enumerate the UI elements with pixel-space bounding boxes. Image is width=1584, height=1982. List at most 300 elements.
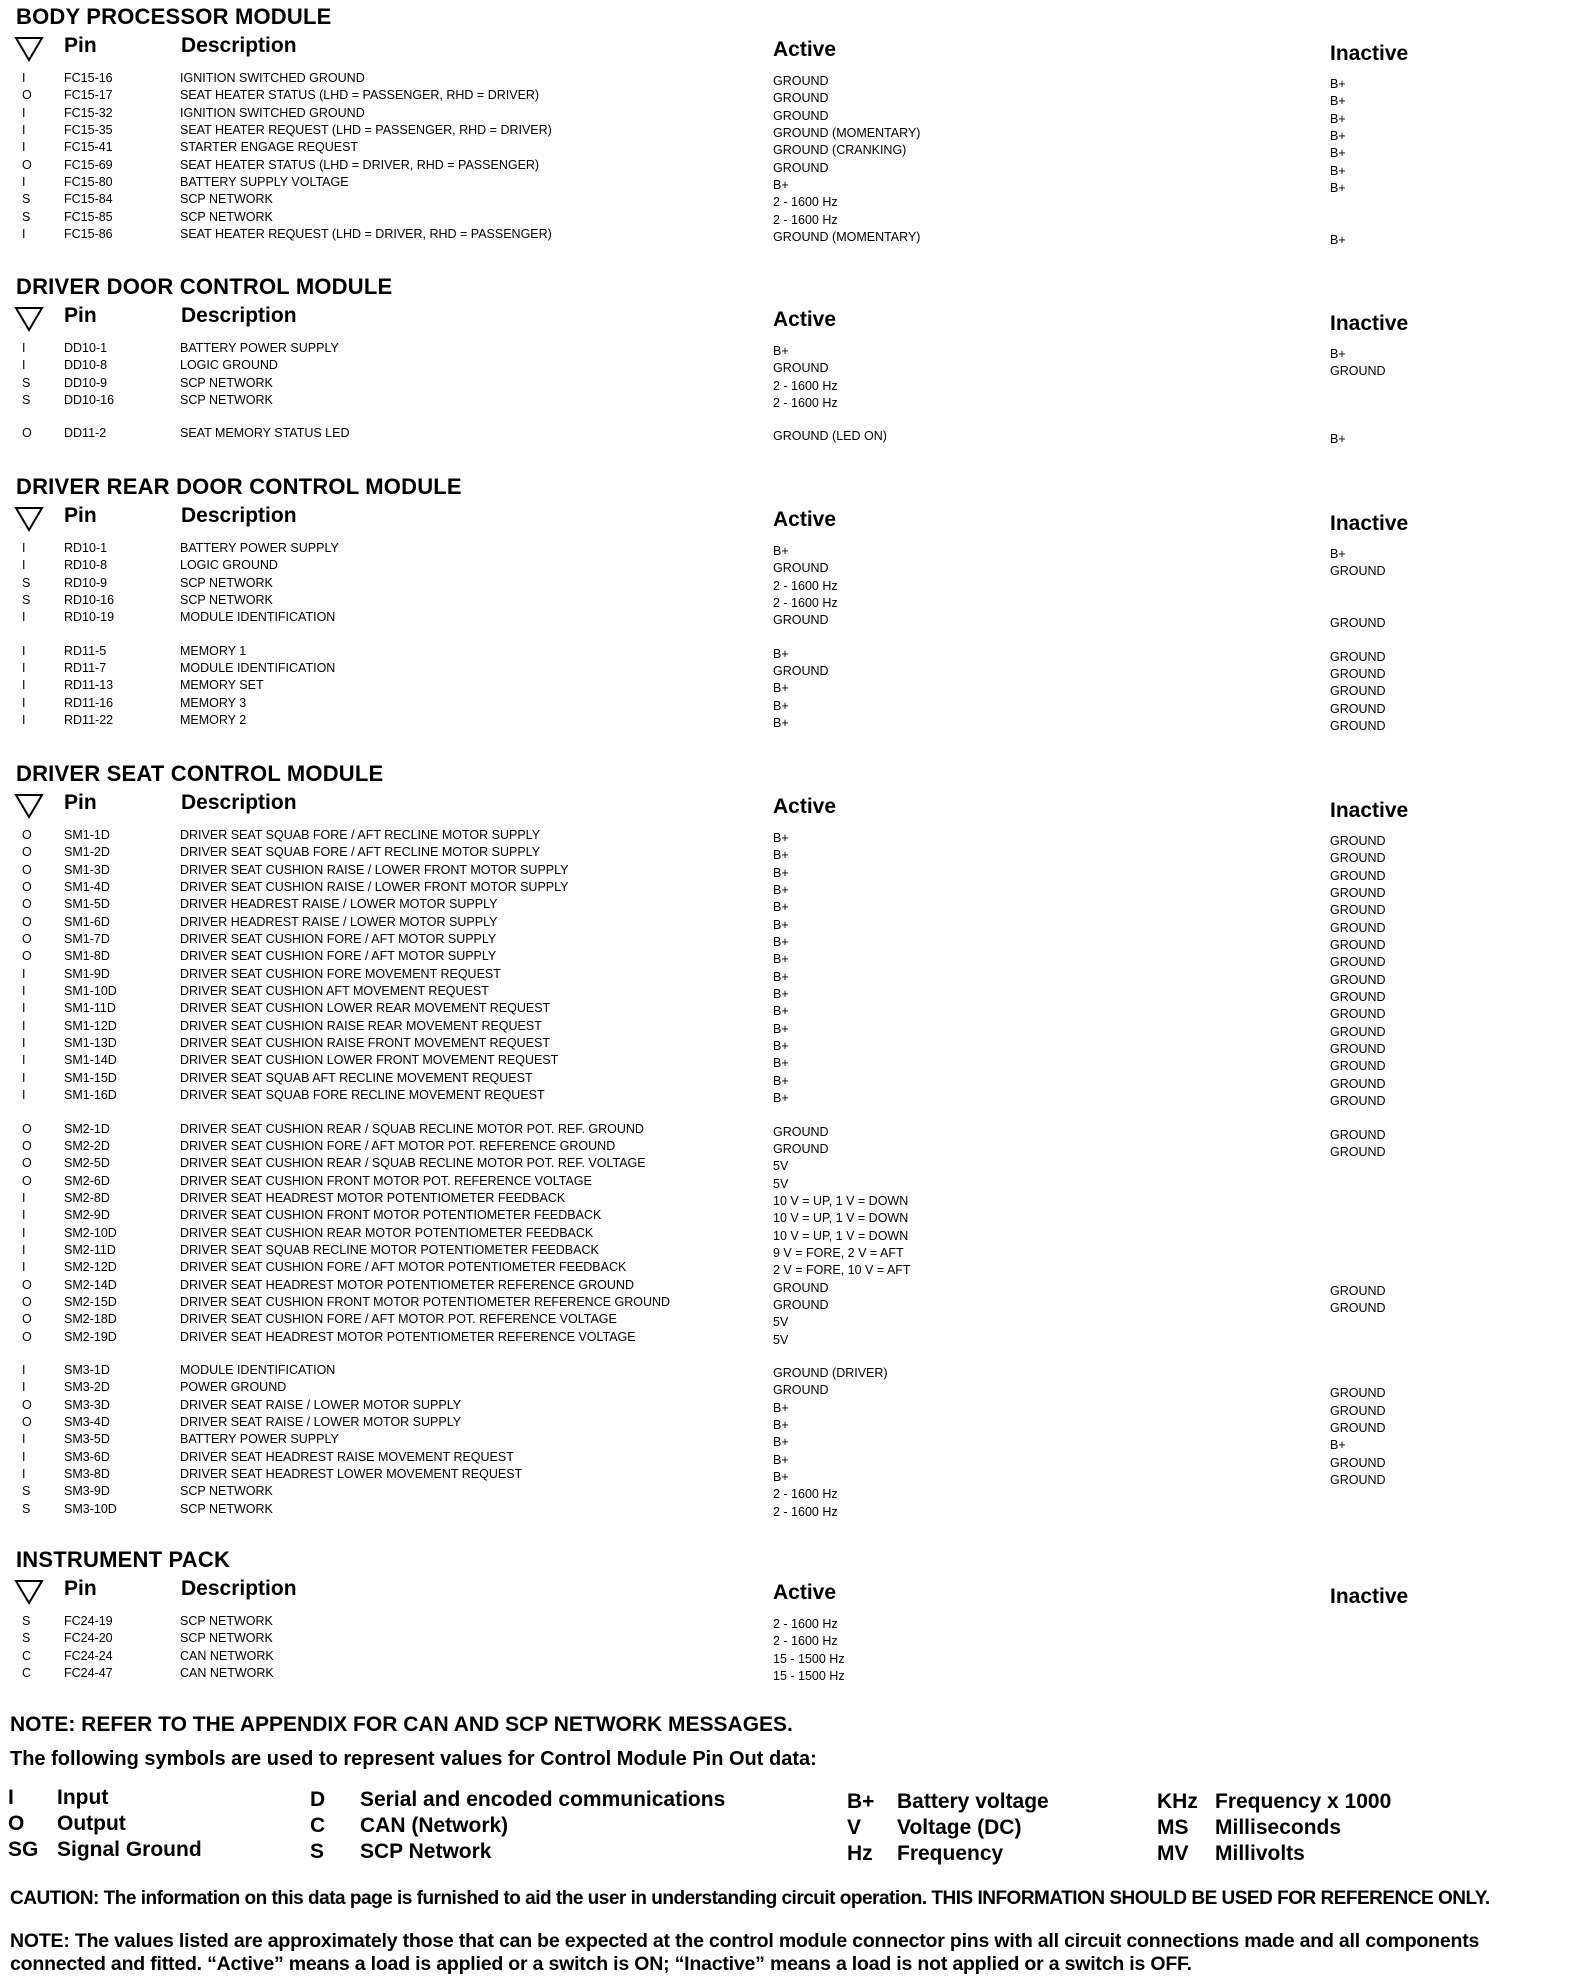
table-row: [0, 1000, 1584, 1022]
inactive-value: GROUND: [1330, 1473, 1386, 1488]
inactive-value: GROUND: [1330, 1386, 1386, 1401]
pin-type-code: S: [22, 593, 31, 608]
pin-type-code: S: [22, 1484, 31, 1499]
pin-description: MEMORY SET: [180, 678, 264, 693]
pin-description: DRIVER SEAT CUSHION FORE / AFT MOTOR SUPPLY: [180, 949, 497, 964]
pin-id: SM3-9D: [64, 1484, 110, 1499]
table-row: [0, 122, 1584, 144]
pin-type-code: I: [22, 661, 26, 676]
pin-id: DD10-9: [64, 375, 108, 390]
inactive-value: B+: [1330, 77, 1346, 91]
active-value: B+: [773, 544, 789, 558]
legend-label: Battery voltage: [897, 1790, 1049, 1813]
active-value: 5V: [773, 1176, 789, 1191]
pin-id: SM2-1D: [64, 1121, 110, 1136]
column-header-row: [0, 504, 1584, 534]
pin-id: FC24-24: [64, 1648, 113, 1663]
triangle-down-icon: [14, 506, 44, 532]
pin-description: IGNITION SWITCHED GROUND: [180, 105, 365, 120]
pin-description: DRIVER SEAT CUSHION REAR / SQUAB RECLINE MOTOR POT. REF. GROUND: [180, 1121, 644, 1136]
pin-type-code: O: [22, 426, 32, 441]
table-row: [0, 87, 1584, 109]
table-row: [0, 712, 1584, 734]
pin-description: SEAT HEATER REQUEST (LHD = DRIVER, RHD = PASSENGER): [180, 227, 552, 242]
table-row: [0, 357, 1584, 379]
active-value: B+: [773, 1039, 789, 1054]
table-row: [0, 592, 1584, 609]
pin-id: FC15-80: [64, 175, 113, 190]
pin-table: [0, 540, 1584, 734]
pin-description: DRIVER SEAT CUSHION REAR MOTOR POTENTIOMETER FEEDBACK: [180, 1225, 594, 1240]
active-value: B+: [773, 1073, 789, 1088]
active-value: B+: [773, 1004, 789, 1019]
pin-table: [0, 340, 1584, 447]
table-row: [0, 340, 1584, 361]
active-value: B+: [773, 848, 789, 863]
pin-description: DRIVER HEADREST RAISE / LOWER MOTOR SUPPLY: [180, 897, 498, 912]
pin-description: SCP NETWORK: [180, 1501, 273, 1516]
inactive-value: GROUND: [1330, 1127, 1386, 1142]
pin-id: DD10-1: [64, 341, 108, 355]
pin-type-code: O: [22, 1294, 32, 1309]
table-row: [0, 1379, 1584, 1401]
active-value: GROUND: [773, 108, 829, 123]
active-value: GROUND: [773, 361, 829, 376]
legend-symbol: KHz: [1157, 1790, 1198, 1813]
legend-label: Voltage (DC): [897, 1816, 1022, 1839]
table-row: [0, 375, 1584, 392]
inactive-value: B+: [1330, 129, 1346, 144]
table-row: [0, 105, 1584, 126]
pin-description: MEMORY 1: [180, 643, 247, 658]
pin-type-code: I: [22, 140, 26, 155]
header-active: Active: [773, 795, 837, 818]
pin-description: CAN NETWORK: [180, 1648, 274, 1663]
pin-description: POWER GROUND: [180, 1380, 287, 1395]
pin-description: LOGIC GROUND: [180, 358, 278, 373]
column-header-row: [0, 1577, 1584, 1607]
pin-description: SEAT HEATER STATUS (LHD = PASSENGER, RHD = DRIVER): [180, 88, 540, 103]
pin-id: RD10-1: [64, 541, 108, 555]
pin-type-code: I: [22, 1070, 26, 1085]
caution-note: CAUTION: The information on this data page is furnished to aid the user in understanding circuit operation. THIS INFORMATION SHOULD BE USED FOR REFERENCE ONLY.: [10, 1888, 1490, 1909]
active-value: B+: [773, 344, 789, 358]
header-description: Description: [181, 791, 297, 814]
table-row: [0, 174, 1584, 196]
inactive-value: GROUND: [1330, 649, 1386, 664]
pin-type-code: O: [22, 1329, 32, 1344]
pin-description: DRIVER SEAT CUSHION RAISE / LOWER FRONT MOTOR SUPPLY: [180, 862, 569, 877]
pin-table: [0, 1613, 1584, 1682]
pin-id: SM1-6D: [64, 914, 110, 929]
active-value: 10 V = UP, 1 V = DOWN: [773, 1193, 909, 1208]
table-row: [0, 1630, 1584, 1647]
inactive-value: GROUND: [1330, 972, 1386, 987]
active-value: GROUND (MOMENTARY): [773, 230, 921, 245]
active-value: GROUND (CRANKING): [773, 143, 907, 158]
header-inactive: Inactive: [1330, 42, 1409, 65]
pin-type-code: I: [22, 558, 26, 573]
pin-type-code: I: [22, 678, 26, 693]
pin-id: FC15-84: [64, 192, 113, 207]
pin-type-code: I: [22, 713, 26, 728]
pin-type-code: S: [22, 1631, 31, 1646]
table-row: [0, 1483, 1584, 1500]
inactive-value: GROUND: [1330, 1076, 1386, 1091]
table-row: [0, 1173, 1584, 1190]
pin-id: FC15-32: [64, 105, 113, 120]
legend-symbol: V: [847, 1816, 862, 1839]
pin-id: FC15-85: [64, 209, 113, 224]
inactive-value: B+: [1330, 233, 1346, 248]
pin-id: FC15-17: [64, 88, 113, 103]
pin-id: RD11-13: [64, 678, 114, 693]
table-row: [0, 392, 1584, 409]
inactive-value: B+: [1330, 181, 1346, 196]
table-row: [0, 1121, 1584, 1142]
pin-id: SM1-4D: [64, 880, 110, 895]
legend-label: Milliseconds: [1215, 1816, 1342, 1839]
pin-description: DRIVER SEAT CUSHION FORE / AFT MOTOR SUPPLY: [180, 932, 497, 947]
pin-description: IGNITION SWITCHED GROUND: [180, 71, 365, 85]
table-row: [0, 139, 1584, 161]
pin-id: RD10-8: [64, 558, 108, 573]
legend-label: SCP Network: [360, 1840, 492, 1863]
pin-type-code: O: [22, 157, 32, 172]
legend-label: Output: [57, 1812, 126, 1835]
pin-type-code: I: [22, 175, 26, 190]
pin-type-code: O: [22, 897, 32, 912]
inactive-value: GROUND: [1330, 851, 1386, 866]
pin-description: SCP NETWORK: [180, 1614, 273, 1628]
pin-id: SM1-8D: [64, 949, 110, 964]
inactive-value: GROUND: [1330, 990, 1386, 1005]
pin-type-code: O: [22, 845, 32, 860]
pin-type-code: I: [22, 1449, 26, 1464]
inactive-value: GROUND: [1330, 701, 1386, 716]
pin-id: DD11-2: [64, 426, 107, 441]
header-inactive: Inactive: [1330, 799, 1409, 822]
table-row: [0, 609, 1584, 631]
pin-id: SM1-15D: [64, 1070, 117, 1085]
active-value: 2 V = FORE, 10 V = AFT: [773, 1263, 911, 1278]
header-pin: Pin: [64, 791, 97, 814]
pin-type-code: O: [22, 1121, 32, 1136]
pin-id: RD10-9: [64, 575, 108, 590]
pin-type-code: I: [22, 341, 26, 355]
inactive-value: GROUND: [1330, 667, 1386, 682]
inactive-value: B+: [1330, 163, 1346, 178]
table-row: [0, 1449, 1584, 1470]
active-value: B+: [773, 935, 789, 950]
table-row: [0, 1414, 1584, 1435]
inactive-value: GROUND: [1330, 1007, 1386, 1022]
active-value: 2 - 1600 Hz: [773, 195, 838, 210]
header-pin: Pin: [64, 304, 97, 327]
inactive-value: B+: [1330, 111, 1346, 126]
pin-description: DRIVER SEAT CUSHION FORE / AFT MOTOR POT. REFERENCE GROUND: [180, 1138, 616, 1153]
pin-type-code: O: [22, 1173, 32, 1188]
header-inactive: Inactive: [1330, 312, 1409, 335]
active-value: GROUND: [773, 160, 829, 175]
pin-description: DRIVER SEAT SQUAB AFT RECLINE MOVEMENT REQUEST: [180, 1070, 533, 1085]
active-value: B+: [773, 1021, 789, 1036]
table-row: [0, 948, 1584, 970]
header-active: Active: [773, 508, 837, 531]
pin-type-code: C: [22, 1666, 32, 1681]
active-value: GROUND: [773, 91, 829, 106]
pin-type-code: O: [22, 1138, 32, 1153]
inactive-value: GROUND: [1330, 364, 1386, 379]
active-value: 5V: [773, 1159, 789, 1174]
inactive-value: GROUND: [1330, 920, 1386, 935]
pin-table: [0, 827, 1584, 1518]
pin-type-code: I: [22, 71, 26, 85]
active-value: B+: [773, 716, 789, 731]
inactive-value: GROUND: [1330, 1283, 1386, 1298]
pin-type-code: I: [22, 1208, 26, 1223]
header-inactive: Inactive: [1330, 1585, 1409, 1608]
pin-id: DD10-8: [64, 358, 108, 373]
pin-type-code: S: [22, 575, 31, 590]
pin-id: SM2-8D: [64, 1190, 110, 1205]
legend-label: Input: [57, 1786, 109, 1809]
active-value: 2 - 1600 Hz: [773, 1487, 838, 1502]
pin-type-code: I: [22, 1001, 26, 1016]
section-title: BODY PROCESSOR MODULE: [16, 4, 332, 29]
pin-description: SEAT HEATER STATUS (LHD = DRIVER, RHD = PASSENGER): [180, 157, 540, 172]
table-row: [0, 862, 1584, 883]
pin-description: SCP NETWORK: [180, 375, 273, 390]
pin-type-code: I: [22, 643, 26, 658]
table-row: [0, 1665, 1584, 1682]
active-value: B+: [773, 698, 789, 713]
active-value: 15 - 1500 Hz: [773, 1669, 845, 1684]
pin-id: DD10-16: [64, 393, 115, 408]
pin-description: SCP NETWORK: [180, 209, 273, 224]
pin-id: SM1-5D: [64, 897, 110, 912]
pin-type-code: I: [22, 1362, 26, 1377]
active-value: B+: [773, 1400, 789, 1415]
table-row: [0, 1018, 1584, 1039]
table-row: [0, 1613, 1584, 1630]
table-row: [0, 209, 1584, 226]
pin-type-code: I: [22, 1467, 26, 1482]
pin-id: SM1-14D: [64, 1053, 117, 1068]
pin-type-code: I: [22, 984, 26, 999]
active-value: GROUND (LED ON): [773, 429, 887, 444]
legend-label: Frequency: [897, 1842, 1004, 1865]
active-value: 2 - 1600 Hz: [773, 1504, 838, 1519]
table-row: [0, 1259, 1584, 1276]
pin-description: DRIVER SEAT CUSHION FORE / AFT MOTOR POT. REFERENCE VOLTAGE: [180, 1312, 617, 1327]
active-value: 10 V = UP, 1 V = DOWN: [773, 1228, 909, 1243]
table-row: [0, 931, 1584, 953]
pin-type-code: I: [22, 1260, 26, 1275]
values-note: NOTE: The values listed are approximately those that can be expected at the control module connector pins with all circuit connections made and all components connected and fitted. “Active” means a load is applied or a switch is ON; “Inactive” means a load is not applied or a switch is OFF.: [10, 1930, 1480, 1975]
pin-type-code: O: [22, 1312, 32, 1327]
legend-symbol: C: [310, 1814, 326, 1837]
table-row: [0, 1052, 1584, 1074]
pin-type-code: I: [22, 1380, 26, 1395]
symbols-intro: The following symbols are used to represent values for Control Module Pin Out data:: [10, 1748, 817, 1770]
pin-type-code: O: [22, 828, 32, 842]
column-header-row: [0, 34, 1584, 64]
pin-id: SM1-12D: [64, 1018, 117, 1033]
inactive-value: B+: [1330, 347, 1346, 361]
table-row: [0, 540, 1584, 561]
pin-id: FC15-69: [64, 157, 113, 172]
pin-id: SM2-12D: [64, 1260, 117, 1275]
pin-description: DRIVER SEAT CUSHION FORE MOVEMENT REQUEST: [180, 966, 501, 981]
inactive-value: GROUND: [1330, 868, 1386, 883]
active-value: B+: [773, 1470, 789, 1485]
legend-label: CAN (Network): [360, 1814, 509, 1837]
table-row: [0, 1207, 1584, 1224]
table-row: [0, 70, 1584, 91]
section-title: DRIVER DOOR CONTROL MODULE: [16, 274, 393, 299]
pin-description: SEAT MEMORY STATUS LED: [180, 426, 350, 441]
pin-description: SCP NETWORK: [180, 593, 273, 608]
pin-id: SM2-9D: [64, 1208, 110, 1223]
pin-type-code: I: [22, 610, 26, 625]
pin-description: DRIVER SEAT CUSHION FRONT MOTOR POTENTIOMETER REFERENCE GROUND: [180, 1294, 671, 1309]
table-row: [0, 643, 1584, 664]
pin-description: DRIVER SEAT CUSHION RAISE / LOWER FRONT MOTOR SUPPLY: [180, 880, 569, 895]
table-row: [0, 827, 1584, 848]
legend-symbol: I: [8, 1786, 14, 1809]
active-value: GROUND: [773, 1383, 829, 1398]
table-row: [0, 1362, 1584, 1379]
pin-description: DRIVER SEAT HEADREST MOTOR POTENTIOMETER FEEDBACK: [180, 1190, 566, 1205]
section-title: DRIVER REAR DOOR CONTROL MODULE: [16, 474, 462, 499]
pin-id: SM2-6D: [64, 1173, 110, 1188]
table-row: [0, 1294, 1584, 1315]
table-row: [0, 557, 1584, 579]
pin-type-code: I: [22, 1432, 26, 1447]
pin-type-code: I: [22, 1088, 26, 1103]
active-value: GROUND: [773, 613, 829, 628]
pin-id: RD11-5: [64, 643, 107, 658]
pin-type-code: O: [22, 949, 32, 964]
table-row: [0, 1138, 1584, 1159]
legend-symbol: SG: [8, 1838, 39, 1861]
pin-type-code: S: [22, 393, 31, 408]
inactive-value: GROUND: [1330, 1144, 1386, 1159]
legend-symbol: MV: [1157, 1842, 1189, 1865]
pin-type-code: I: [22, 227, 26, 242]
header-description: Description: [181, 1577, 297, 1600]
inactive-value: B+: [1330, 1438, 1346, 1453]
table-row: [0, 1155, 1584, 1172]
pin-description: BATTERY POWER SUPPLY: [180, 1432, 339, 1447]
pin-type-code: I: [22, 1242, 26, 1257]
table-row: [0, 1466, 1584, 1488]
pin-id: RD11-22: [64, 713, 114, 728]
active-value: GROUND: [773, 1141, 829, 1156]
table-row: [0, 1501, 1584, 1518]
table-row: [0, 660, 1584, 682]
pin-id: SM3-3D: [64, 1397, 110, 1412]
table-row: [0, 1397, 1584, 1418]
legend-symbol: O: [8, 1812, 25, 1835]
table-row: [0, 1311, 1584, 1328]
active-value: 2 - 1600 Hz: [773, 378, 838, 393]
legend-symbol: B+: [847, 1790, 875, 1813]
pin-description: DRIVER SEAT HEADREST MOTOR POTENTIOMETER REFERENCE VOLTAGE: [180, 1329, 636, 1344]
inactive-value: GROUND: [1330, 938, 1386, 953]
header-pin: Pin: [64, 1577, 97, 1600]
pin-table: [0, 70, 1584, 248]
active-value: GROUND: [773, 1297, 829, 1312]
pin-id: SM1-9D: [64, 966, 110, 981]
pin-description: MEMORY 3: [180, 695, 247, 710]
pin-type-code: I: [22, 105, 26, 120]
header-pin: Pin: [64, 34, 97, 57]
table-row: [0, 896, 1584, 918]
table-row: [0, 695, 1584, 716]
active-value: GROUND (DRIVER): [773, 1365, 888, 1380]
inactive-value: GROUND: [1330, 1042, 1386, 1057]
pin-type-code: I: [22, 358, 26, 373]
pin-id: SM3-6D: [64, 1449, 110, 1464]
active-value: 9 V = FORE, 2 V = AFT: [773, 1245, 904, 1260]
table-row: [0, 226, 1584, 248]
pin-type-code: O: [22, 1415, 32, 1429]
pin-description: SCP NETWORK: [180, 575, 273, 590]
active-value: 5V: [773, 1332, 789, 1347]
inactive-value: GROUND: [1330, 1403, 1386, 1418]
active-value: B+: [773, 1435, 789, 1450]
active-value: B+: [773, 1418, 789, 1432]
active-value: B+: [773, 987, 789, 1002]
inactive-value: GROUND: [1330, 564, 1386, 579]
pin-type-code: O: [22, 1277, 32, 1292]
table-row: [0, 1431, 1584, 1453]
table-row: [0, 1190, 1584, 1207]
table-row: [0, 1242, 1584, 1259]
pin-description: BATTERY POWER SUPPLY: [180, 341, 339, 355]
pin-id: FC15-35: [64, 123, 113, 138]
pin-id: RD10-16: [64, 593, 115, 608]
pin-id: RD11-7: [64, 661, 107, 676]
triangle-down-icon: [14, 793, 44, 819]
pin-id: SM1-2D: [64, 845, 110, 860]
pin-description: LOGIC GROUND: [180, 558, 278, 573]
table-row: [0, 1277, 1584, 1298]
pin-id: SM1-1D: [64, 828, 110, 842]
pin-description: DRIVER SEAT RAISE / LOWER MOTOR SUPPLY: [180, 1397, 462, 1412]
pin-description: DRIVER SEAT CUSHION FRONT MOTOR POTENTIOMETER FEEDBACK: [180, 1208, 602, 1223]
pin-id: SM3-10D: [64, 1501, 117, 1516]
inactive-value: B+: [1330, 432, 1346, 447]
inactive-value: GROUND: [1330, 1094, 1386, 1109]
pin-type-code: I: [22, 1190, 26, 1205]
table-row: [0, 844, 1584, 866]
pin-description: STARTER ENGAGE REQUEST: [180, 140, 359, 155]
pin-id: SM2-19D: [64, 1329, 117, 1344]
pin-description: SCP NETWORK: [180, 1484, 273, 1499]
legend-symbol: D: [310, 1788, 326, 1811]
inactive-value: GROUND: [1330, 719, 1386, 734]
table-row: [0, 1329, 1584, 1346]
active-value: B+: [773, 1091, 789, 1106]
pin-id: SM3-2D: [64, 1380, 110, 1395]
header-active: Active: [773, 308, 837, 331]
section-title: INSTRUMENT PACK: [16, 1547, 231, 1572]
triangle-down-icon: [14, 1579, 44, 1605]
active-value: B+: [773, 681, 789, 696]
